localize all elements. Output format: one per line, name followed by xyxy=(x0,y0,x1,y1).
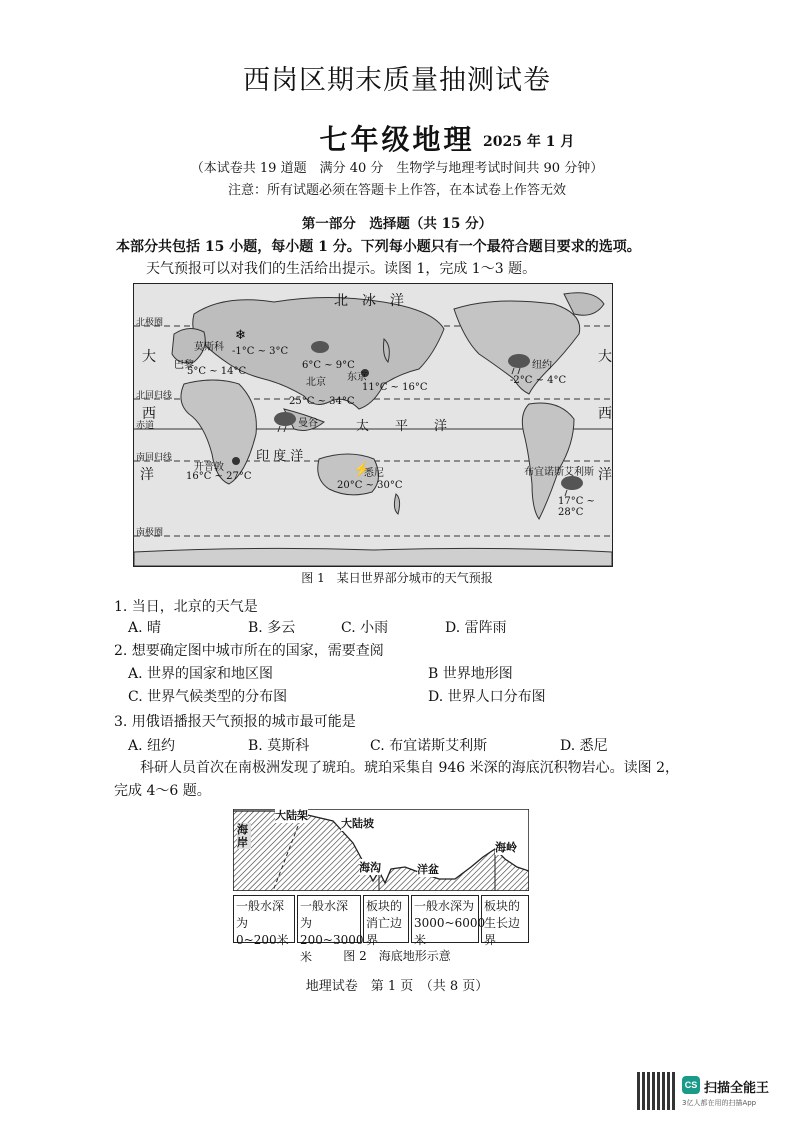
camscanner-slogan: 3亿人都在用的扫描App xyxy=(682,1099,757,1107)
label-arctic-ocean: 北 冰 洋 xyxy=(334,293,404,309)
city-new-york: 纽约 xyxy=(532,360,552,371)
exam-title: 西岗区期末质量抽测试卷 xyxy=(243,65,551,96)
label-trench: 海沟 xyxy=(359,861,381,874)
question-3-option-a: A. 纽约 xyxy=(128,738,176,754)
question-2-stem: 2. 想要确定图中城市所在的国家，需要查阅 xyxy=(114,643,384,659)
page-footer: 地理试卷 第 1 页 （共 8 页） xyxy=(305,979,489,994)
label-tropic-capricorn: 南回归线 xyxy=(136,453,173,463)
city-cape-town: 开普敦 xyxy=(194,462,224,473)
temp-buenos-aires: 17°C ~ 28°C xyxy=(558,496,595,518)
question-3-stem: 3. 用俄语播报天气预报的城市最可能是 xyxy=(114,714,356,730)
question-3-option-b: B. 莫斯科 xyxy=(248,738,310,754)
section-intro: 本部分共包括 15 小题，每小题 1 分。下列每小题只有一个最符合题目要求的选项。 xyxy=(116,239,641,255)
label-coast: 海岸 xyxy=(237,823,251,849)
question-1-option-c: C. 小雨 xyxy=(341,620,389,636)
question-stem-1-3: 天气预报可以对我们的生活给出提示。读图 1，完成 1～3 题。 xyxy=(146,261,537,277)
question-2-option-b: B 世界地形图 xyxy=(428,666,513,682)
box-shelf-depth: 一般水深为 0~200米 xyxy=(233,895,295,943)
box-spreading-boundary: 板块的生长边界 xyxy=(481,895,529,943)
label-atlantic-right-3: 洋 xyxy=(598,467,612,483)
label-continental-slope: 大陆坡 xyxy=(341,817,374,830)
temp-bangkok: 25°C ~ 34°C xyxy=(289,396,355,407)
label-arctic-circle: 北极圈 xyxy=(136,318,164,328)
box-slope-depth: 一般水深为 200~3000米 xyxy=(297,895,361,943)
label-antarctic-circle: 南极圈 xyxy=(136,528,164,538)
exam-info: （本试卷共 19 道题 满分 40 分 生物学与地理考试时间共 90 分钟） xyxy=(190,161,604,176)
question-stem-4-6-line1: 科研人员首次在南极洲发现了琥珀。琥珀采集自 946 米深的海底沉积物岩心。读图 2， xyxy=(140,760,679,776)
box-basin-depth: 一般水深为 3000~6000米 xyxy=(411,895,479,943)
label-atlantic-left-3: 洋 xyxy=(140,467,154,483)
temp-tokyo: 11°C ~ 16°C xyxy=(362,382,428,393)
world-weather-map xyxy=(133,283,613,567)
subject-title: 七年级地理 xyxy=(319,123,475,156)
label-tropic-cancer: 北回归线 xyxy=(136,391,173,401)
label-atlantic-left-2: 西 xyxy=(142,406,156,422)
label-ocean-ridge: 海岭 xyxy=(495,841,517,854)
sun-icon xyxy=(232,457,240,465)
question-1-stem: 1. 当日，北京的天气是 xyxy=(114,599,258,615)
label-atlantic-right-2: 西 xyxy=(598,406,612,422)
temp-paris: 5°C ~ 14°C xyxy=(187,366,247,377)
question-1-option-a: A. 晴 xyxy=(128,620,162,636)
temp-beijing: 6°C ~ 9°C xyxy=(302,360,355,371)
figure1-caption: 图 1 某日世界部分城市的天气预报 xyxy=(301,571,493,585)
figure2-caption: 图 2 海底地形示意 xyxy=(343,949,451,963)
qr-code xyxy=(637,1072,675,1110)
label-continental-shelf: 大陆架 xyxy=(275,809,308,822)
city-tokyo: 东京 xyxy=(347,372,367,383)
cloud-icon xyxy=(311,341,329,353)
question-3-option-d: D. 悉尼 xyxy=(560,738,608,754)
svg-text:⚡: ⚡ xyxy=(353,462,371,478)
label-atlantic-left-1: 大 xyxy=(142,349,156,365)
temp-cape-town: 16°C ~ 27°C xyxy=(186,471,252,482)
temp-moscow: -1°C ~ 3°C xyxy=(232,346,289,357)
city-sydney: 悉尼 xyxy=(364,468,384,479)
question-1-option-d: D. 雷阵雨 xyxy=(445,620,507,636)
city-paris: 巴黎 xyxy=(174,360,194,371)
exam-date: 2025 年 1 月 xyxy=(483,134,575,150)
box-subduction-boundary: 板块的消亡边界 xyxy=(363,895,409,943)
label-ocean-basin: 洋盆 xyxy=(417,863,439,876)
camscanner-name: 扫描全能王 xyxy=(704,1081,770,1096)
svg-text:❄: ❄ xyxy=(235,328,246,343)
snow-icon xyxy=(235,328,246,343)
label-equator: 赤道 xyxy=(136,421,155,431)
question-2-option-d: D. 世界人口分布图 xyxy=(428,689,546,705)
question-stem-4-6-line2: 完成 4～6 题。 xyxy=(114,783,211,799)
question-3-option-c: C. 布宜诺斯艾利斯 xyxy=(370,738,488,754)
label-pacific-ocean: 太 平 洋 xyxy=(356,419,448,434)
temp-sydney: 20°C ~ 30°C xyxy=(337,480,403,491)
camscanner-logo-icon: CS xyxy=(682,1076,700,1094)
label-indian-ocean: 印 度 洋 xyxy=(256,449,304,464)
exam-notice: 注意：所有试题必须在答题卡上作答，在本试卷上作答无效 xyxy=(227,183,566,198)
city-beijing: 北京 xyxy=(306,377,326,388)
city-moscow: 莫斯科 xyxy=(194,342,224,353)
city-buenos-aires: 布宜诺斯艾利斯 xyxy=(524,467,594,478)
city-bangkok: 曼谷 xyxy=(298,418,318,429)
section-title: 第一部分 选择题（共 15 分） xyxy=(301,216,493,232)
temp-new-york: -2°C ~ 4°C xyxy=(510,375,567,386)
label-atlantic-right-1: 大 xyxy=(598,349,612,365)
question-2-option-c: C. 世界气候类型的分布图 xyxy=(128,689,288,705)
question-2-option-a: A. 世界的国家和地区图 xyxy=(128,666,274,682)
question-1-option-b: B. 多云 xyxy=(248,620,296,636)
